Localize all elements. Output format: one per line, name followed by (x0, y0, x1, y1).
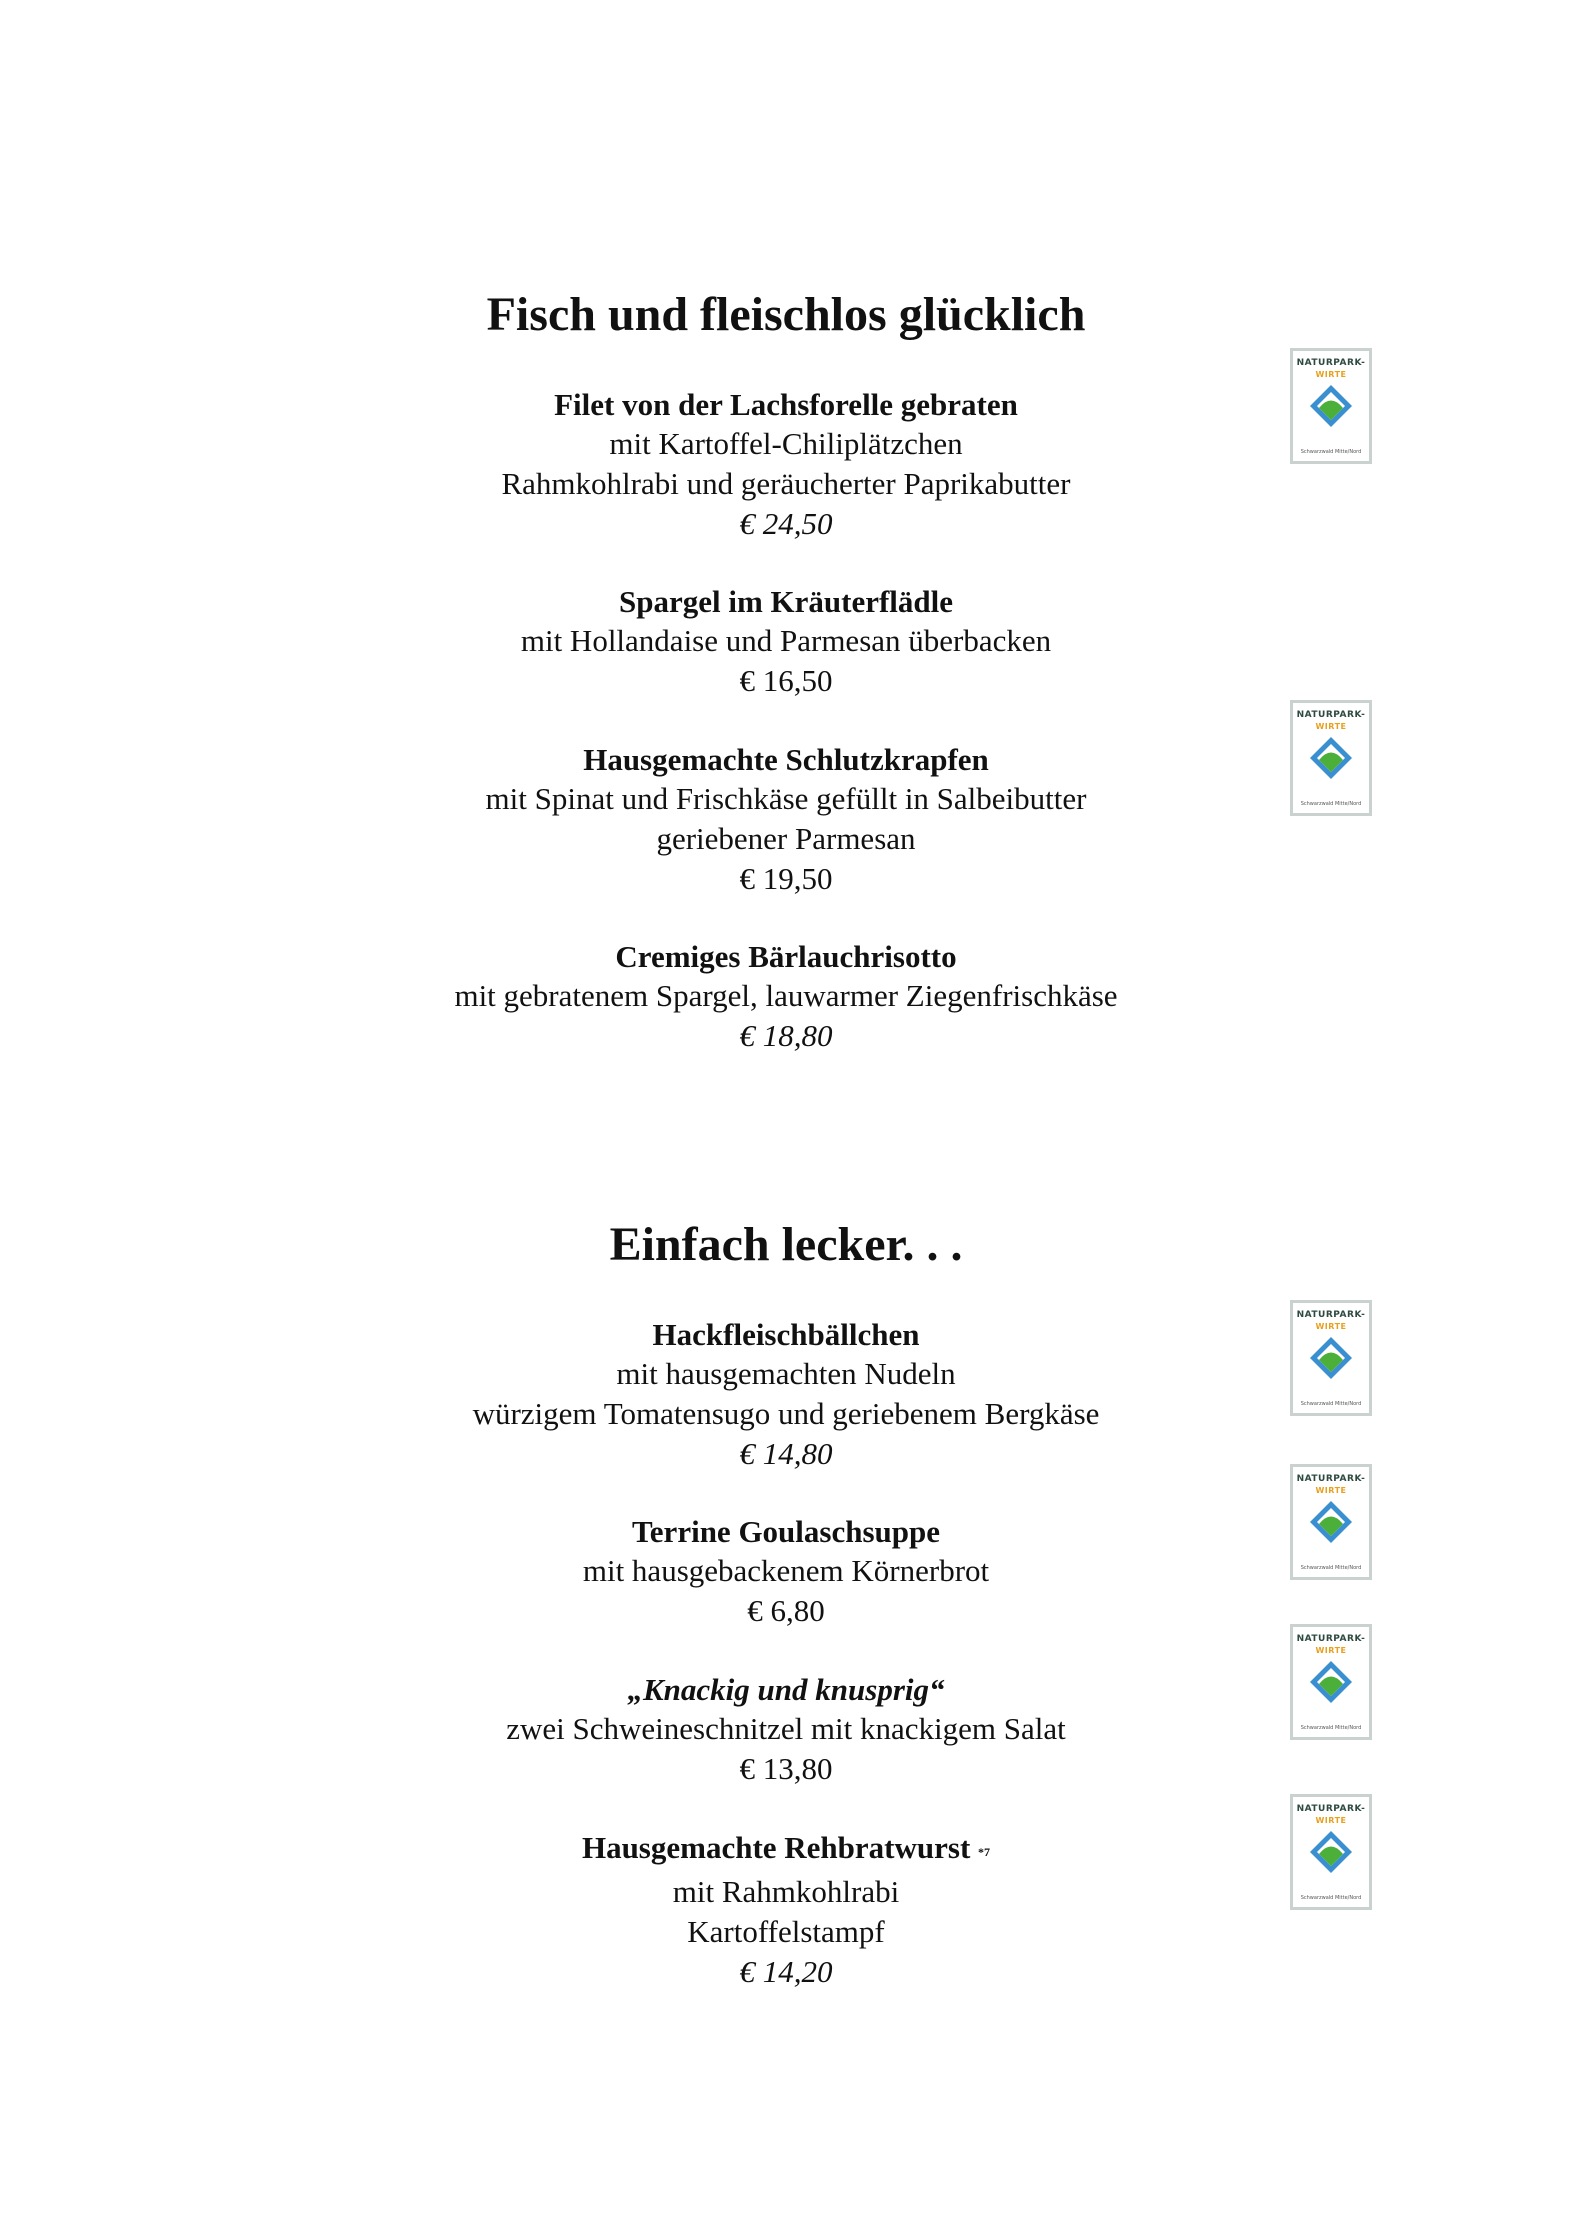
section-einfach (386, 1215, 1186, 1275)
diamond-icon (1308, 1659, 1354, 1705)
item-desc: mit Spinat und Frischkäse gefüllt in Salbeibutter (485, 781, 1087, 816)
item-name: „Knackig und knusprig“ (627, 1672, 945, 1707)
badge-line1: NATURPARK- (1296, 358, 1366, 368)
menu-item (386, 740, 1186, 899)
diamond-icon (1308, 1499, 1354, 1545)
badge-footer: Schwarzwald Mitte/Nord (1300, 801, 1362, 807)
naturpark-wirte-logo-icon (1290, 1464, 1372, 1580)
badge-footer: Schwarzwald Mitte/Nord (1300, 1565, 1362, 1571)
badge-line2: WIRTE (1315, 1646, 1347, 1655)
item-name-row (386, 1828, 1186, 1872)
item-desc: mit Rahmkohlrabi (672, 1874, 900, 1909)
menu-item (386, 1512, 1186, 1631)
item-price: € 18,80 (739, 1018, 833, 1053)
naturpark-wirte-logo-icon (1290, 1624, 1372, 1740)
item-desc: Rahmkohlrabi und geräucherter Paprikabutter (501, 466, 1071, 501)
badge-line1: NATURPARK- (1296, 1474, 1366, 1484)
item-price: € 14,80 (739, 1436, 833, 1471)
item-desc: würzigem Tomatensugo und geriebenem Bergkäse (472, 1396, 1100, 1431)
badge-footer: Schwarzwald Mitte/Nord (1300, 449, 1362, 455)
menu-item (386, 1828, 1186, 1992)
badge-line1: NATURPARK- (1296, 710, 1366, 720)
footnote-marker: *7 (978, 1845, 991, 1859)
badge-line1: NATURPARK- (1296, 1310, 1366, 1320)
item-desc: mit hausgebackenem Körnerbrot (582, 1553, 990, 1588)
diamond-icon (1308, 1829, 1354, 1875)
badge-footer: Schwarzwald Mitte/Nord (1300, 1725, 1362, 1731)
item-name: Spargel im Kräuterflädle (618, 584, 954, 619)
menu-item (386, 385, 1186, 544)
section-fisch (386, 285, 1186, 345)
item-price: € 14,20 (739, 1954, 833, 1989)
item-name: Hausgemachte Schlutzkrapfen (583, 742, 989, 777)
item-desc: mit Hollandaise und Parmesan überbacken (520, 623, 1052, 658)
item-desc: geriebener Parmesan (656, 821, 916, 856)
badge-line2: WIRTE (1315, 370, 1347, 379)
item-price: € 6,80 (747, 1593, 825, 1628)
item-name: Cremiges Bärlauchrisotto (615, 939, 957, 974)
badge-line2: WIRTE (1315, 722, 1347, 731)
section-title: Fisch und fleischlos glücklich (486, 288, 1086, 341)
item-desc: zwei Schweineschnitzel mit knackigem Salat (506, 1711, 1066, 1746)
item-name: Hackfleischbällchen (652, 1317, 920, 1352)
section-title: Einfach lecker. . . (609, 1218, 963, 1271)
item-name: Filet von der Lachsforelle gebraten (554, 387, 1018, 422)
menu-item (386, 582, 1186, 701)
item-desc: mit Kartoffel-Chiliplätzchen (609, 426, 963, 461)
diamond-icon (1308, 383, 1354, 429)
item-price: € 13,80 (739, 1751, 833, 1786)
naturpark-wirte-logo-icon (1290, 1300, 1372, 1416)
menu-item (386, 1670, 1186, 1789)
item-desc: mit hausgemachten Nudeln (616, 1356, 956, 1391)
badge-line2: WIRTE (1315, 1816, 1347, 1825)
badge-footer: Schwarzwald Mitte/Nord (1300, 1401, 1362, 1407)
item-desc: Kartoffelstampf (687, 1914, 885, 1949)
badge-line2: WIRTE (1315, 1322, 1347, 1331)
item-desc: mit gebratenem Spargel, lauwarmer Ziegenfrischkäse (454, 978, 1118, 1013)
menu-item (386, 937, 1186, 1056)
item-price: € 24,50 (739, 506, 833, 541)
menu-item (386, 1315, 1186, 1474)
naturpark-wirte-logo-icon (1290, 1794, 1372, 1910)
diamond-icon (1308, 735, 1354, 781)
item-price: € 19,50 (739, 861, 833, 896)
badge-line1: NATURPARK- (1296, 1634, 1366, 1644)
item-name: Hausgemachte Rehbratwurst (581, 1830, 971, 1865)
badge-line1: NATURPARK- (1296, 1804, 1366, 1814)
item-price: € 16,50 (739, 663, 833, 698)
diamond-icon (1308, 1335, 1354, 1381)
badge-footer: Schwarzwald Mitte/Nord (1300, 1895, 1362, 1901)
item-name: Terrine Goulaschsuppe (631, 1514, 941, 1549)
naturpark-wirte-logo-icon (1290, 348, 1372, 464)
naturpark-wirte-logo-icon (1290, 700, 1372, 816)
badge-line2: WIRTE (1315, 1486, 1347, 1495)
